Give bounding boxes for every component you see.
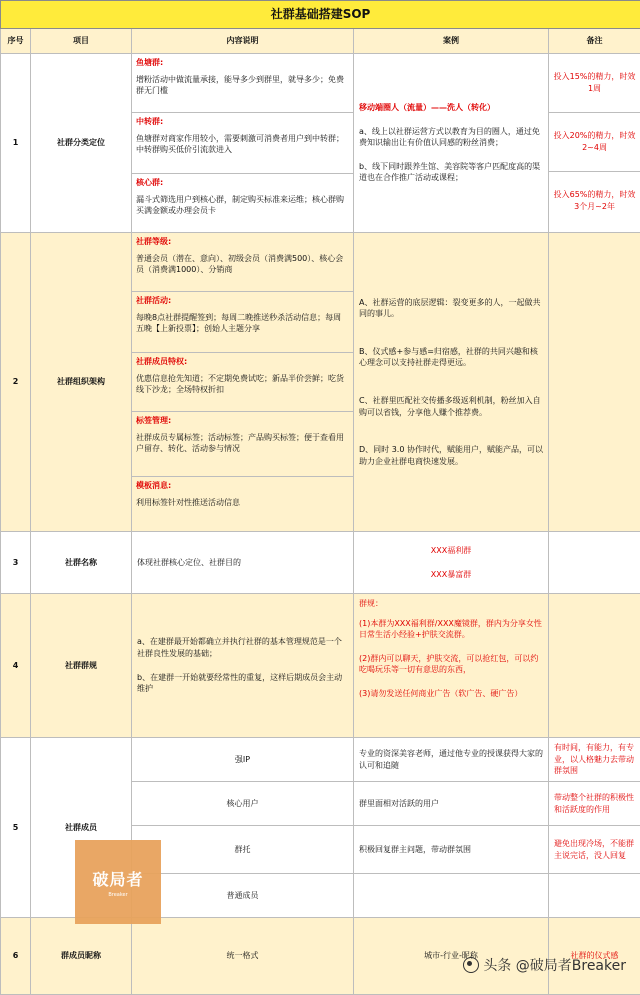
camera-icon: [463, 957, 479, 973]
content-block: 社群活动: 每晚8点社群提醒签到；每周二晚推送秒杀活动信息；每周五晚【上新投票】；创始人主题分享: [132, 291, 353, 352]
row-item: 社群名称: [31, 532, 132, 594]
content-block: 鱼塘群: 增粉活动中做流量承接，能导多少到群里，就导多少；免费群无门槛: [132, 54, 353, 112]
row-number: 2: [1, 233, 31, 532]
note-block: 投入20%的精力，时效2~4周: [549, 112, 640, 171]
row-content: a、在建群最开始都确立并执行社群的基本管理规范是一个社群良性发展的基础； b、在建群一开始就要经常性的重复，这样后期成员会主动维护: [132, 594, 354, 738]
note-block: 投入65%的精力，时效3个月~2年: [549, 171, 640, 230]
content-block: 社群等级: 普通会员（潜在、意向）、初级会员（消费满500）、核心会员（消费满1000）、分销商: [132, 233, 353, 291]
row-note: [549, 54, 640, 233]
member-role: 核心用户: [132, 782, 354, 826]
header-row: [1, 29, 640, 54]
member-role: 强IP: [132, 738, 354, 782]
table-row: [1, 54, 640, 233]
row-number: 1: [1, 54, 31, 233]
table-row: [1, 594, 640, 738]
row-number: 6: [1, 918, 31, 995]
member-role: 普通成员: [132, 874, 354, 918]
logo: [75, 840, 161, 924]
content-block: 核心群: 漏斗式筛选用户到核心群，制定购买标准来运维；核心群购买满金额或办理会员卡: [132, 173, 353, 232]
content-block: 社群成员特权: 优惠信息抢先知道；不定期免费试吃；新品半价尝鲜；吃货线下沙龙；全场特权折扣: [132, 352, 353, 411]
header-case: 案例: [354, 29, 549, 54]
row-note: 社群的仪式感: [549, 918, 640, 995]
header-content: 内容说明: [132, 29, 354, 54]
member-note: 带动整个社群的积极性和活跃度的作用: [549, 782, 640, 826]
row-case: 群规： (1)本群为XXX福利群/XXX魔镜群，群内为分享女性日常生活小经验+护肤交流群。 (2)群内可以聊天，护肤交流，可以抢红包，可以约吃喝玩乐等一切有意思的东西， (3)请勿发送任何商业广告（软广告、硬广告）: [354, 594, 549, 738]
member-note: [549, 874, 640, 918]
page-title: 社群基础搭建SOP: [1, 1, 640, 29]
row-content: 统一格式: [132, 918, 354, 995]
row-case: 移动端圈人（流量）——洗人（转化） a、线上以社群运营方式以教育为目的圈人，通过免费知识输出让有价值认同感的粉丝消费； b、线下同时跟养生馆、美容院等客户匹配度高的渠道也在合作推广活动或课程；: [354, 54, 549, 233]
table-row: [1, 233, 640, 532]
row-case: A、社群运营的底层逻辑：裂变更多的人，一起做共同的事儿。 B、仪式感+参与感=归宿感，社群的共同兴趣和核心理念可以支持社群走得更远。 C、社群里匹配社交传播多级返利机制，粉丝加入自购可以省钱，分享他人赚个推荐费。 D、同时 3.0 协作时代，赋能用户，赋能产品，可以助力企业社群电商快速发展。: [354, 233, 549, 532]
header-item: 项目: [31, 29, 132, 54]
row-item: 社群成员: [31, 738, 132, 918]
title-row: [1, 1, 640, 29]
row-case: 城市-行业-昵称: [354, 918, 549, 995]
row-item: 社群分类定位: [31, 54, 132, 233]
row-item: 社群组织架构: [31, 233, 132, 532]
row-note: [549, 532, 640, 594]
row-number: 5: [1, 738, 31, 918]
watermark: [463, 955, 626, 975]
member-case: 群里面相对活跃的用户: [354, 782, 549, 826]
watermark-text: 头条 @破局者Breaker: [483, 955, 626, 975]
member-note: 避免出现冷场，不能群主说完话，没人回复: [549, 826, 640, 874]
member-role: 群托: [132, 826, 354, 874]
row-case: XXX福利群 XXX暴富群: [354, 532, 549, 594]
content-block: 标签管理: 社群成员专属标签；活动标签；产品购买标签；便于查看用户留存、转化、活动参与情况: [132, 411, 353, 476]
row-item: 群成员昵称: [31, 918, 132, 995]
header-note: 备注: [549, 29, 640, 54]
row-number: 4: [1, 594, 31, 738]
row-note: [549, 233, 640, 532]
row-content: [132, 233, 354, 532]
logo-subtext: Breaker: [108, 892, 127, 898]
member-case: [354, 874, 549, 918]
note-block: 投入15%的精力，时效1周: [549, 54, 640, 112]
table-row: [1, 532, 640, 594]
table-row: [1, 738, 640, 782]
row-item: 社群群规: [31, 594, 132, 738]
row-content: 体现社群核心定位、社群目的: [132, 532, 354, 594]
content-block: 模板消息: 利用标签针对性推送活动信息: [132, 476, 353, 531]
member-note: 有时间，有能力，有专业，以人格魅力去带动群氛围: [549, 738, 640, 782]
member-case: 积极回复群主问题，带动群氛围: [354, 826, 549, 874]
member-case: 专业的资深美容老师，通过他专业的授课获得大家的认可和追随: [354, 738, 549, 782]
row-number: 3: [1, 532, 31, 594]
row-content: [132, 54, 354, 233]
content-block: 中转群: 鱼塘群对商家作用较小，需要刺激可消费者用户到中转群；中转群购买低价引流款进入: [132, 112, 353, 173]
logo-text: 破局者: [92, 867, 143, 890]
header-num: 序号: [1, 29, 31, 54]
row-note: [549, 594, 640, 738]
